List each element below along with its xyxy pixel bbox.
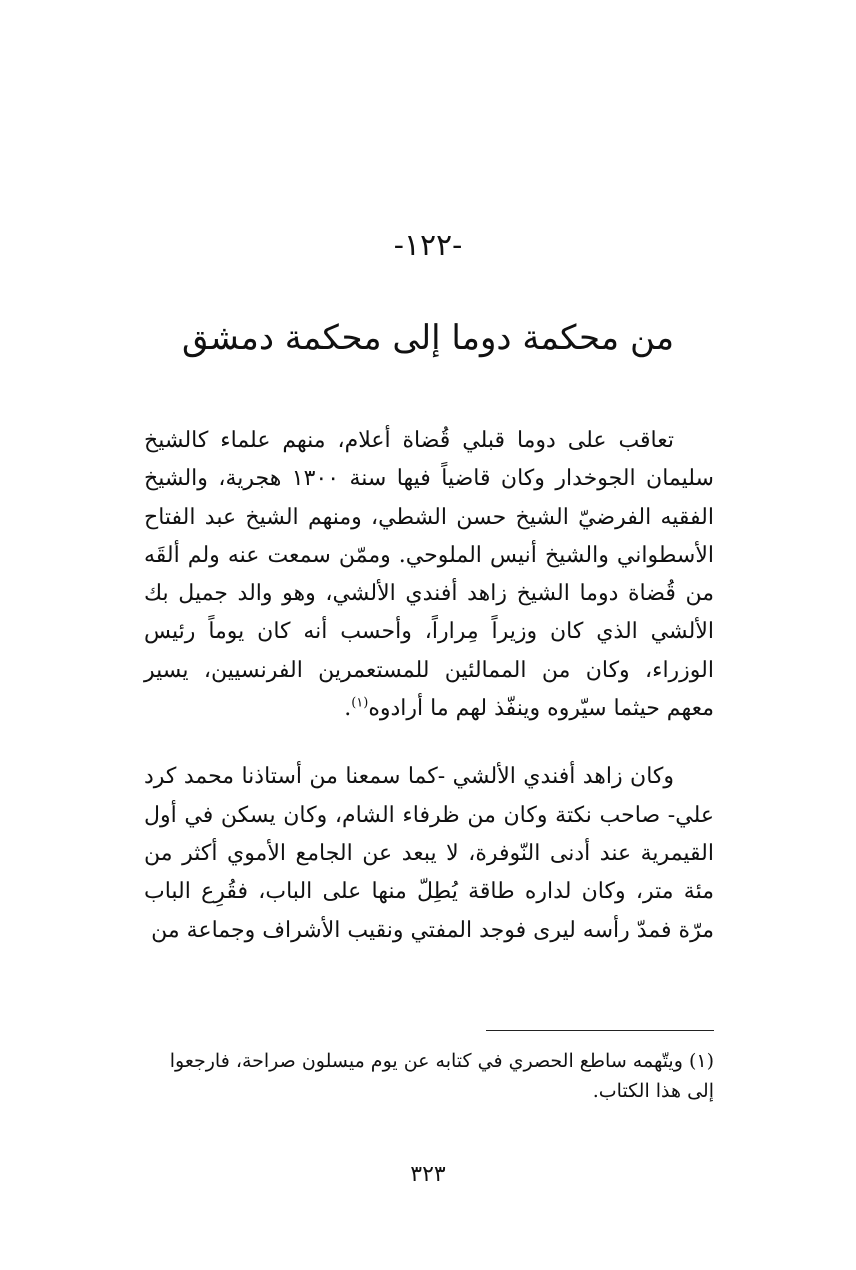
paragraph-2-text: وكان زاهد أفندي الألشي -كما سمعنا من أستاذنا محمد كرد علي- صاحب نكتة وكان من ظرفاء الشام، وكان يسكن في أول القيمرية عند أدنى النّوفرة، لا يبعد عن الجامع الأموي أكثر من مئة متر، وكان لداره طاقة يُطِلّ منها على الباب، فقُرِع الباب مرّة فمدّ رأسه ليرى فوجد المفتي ونقيب الأشراف وجماعة من <box>144 764 714 943</box>
footnote: (١) ويتّهمه ساطع الحصري في كتابه عن يوم ميسلون صراحة، فارجعوا إلى هذا الكتاب. <box>169 1050 714 1102</box>
footnote-divider <box>486 1030 714 1031</box>
chapter-number: -١٢٢- <box>393 228 463 263</box>
chapter-title: من محكمة دوما إلى محكمة دمشق <box>181 318 675 358</box>
body-text <box>144 422 714 980</box>
paragraph-1 <box>144 422 714 728</box>
paragraph-2 <box>144 758 714 949</box>
page-number: ٣٢٣ <box>410 1162 446 1187</box>
paragraph-1-end: . <box>344 696 352 722</box>
paragraph-1-text: تعاقب على دوما قبلي قُضاة أعلام، منهم علماء كالشيخ سليمان الجوخدار وكان قاضياً فيها سنة ١٣٠٠ هجرية، والشيخ الفقيه الفرضيّ الشيخ حسن الشطي، ومنهم الشيخ عبد الفتاح الأسطواني والشيخ أنيس الملوحي. وممّن سمعت عنه ولم ألقَه من قُضاة دوما الشيخ زاهد أفندي الألشي، وهو والد جميل بك الألشي الذي كان وزيراً مِراراً، وأحسب أنه كان يوماً رئيس الوزراء، وكان من الممالئين للمستعمرين الفرنسيين، يسير معهم حيثما سيّروه وينفّذ لهم ما أرادوه <box>144 428 714 722</box>
footnote-reference[interactable]: (١) <box>351 695 369 711</box>
